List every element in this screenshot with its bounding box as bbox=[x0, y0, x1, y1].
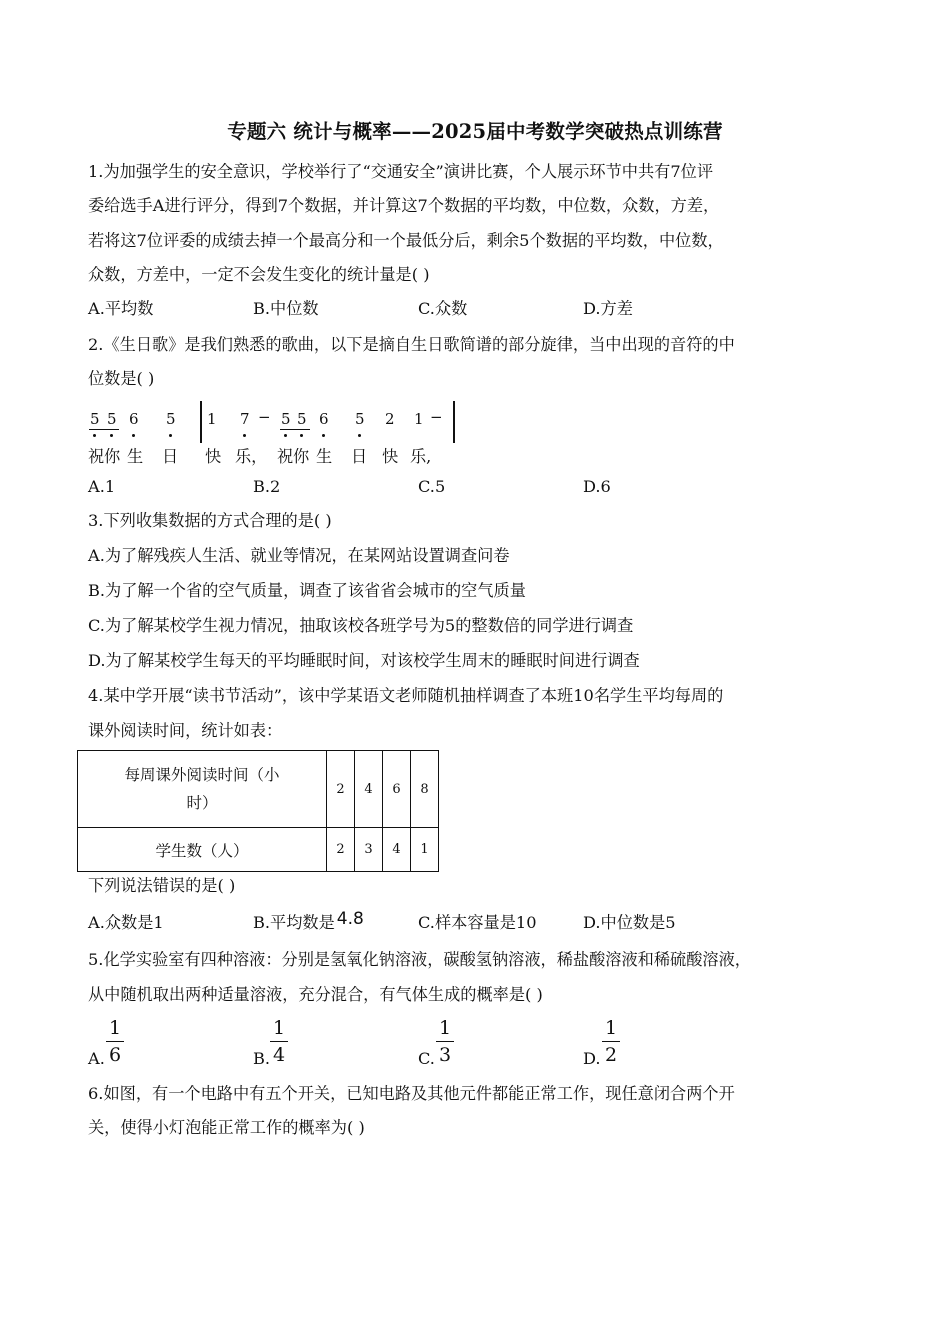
note: 6 bbox=[129, 410, 139, 428]
fraction-bar bbox=[270, 1041, 288, 1042]
lyric: 生 bbox=[127, 447, 144, 466]
q5-option-d: D. bbox=[583, 1049, 601, 1068]
note: 1 bbox=[207, 410, 217, 428]
q4-option-b-value: 4.8 bbox=[336, 909, 364, 929]
q3-option-b: B.为了解一个省的空气质量，调查了该省省会城市的空气质量 bbox=[88, 581, 526, 600]
octave-dot bbox=[110, 434, 113, 437]
q4-line-1: 4.某中学开展“读书节活动”，该中学某语文老师随机抽样调查了本班10名学生平均每周的 bbox=[88, 686, 724, 705]
q1-option-d: D.方差 bbox=[583, 299, 633, 318]
q4-option-b bbox=[253, 909, 364, 934]
q1-option-c: C.众数 bbox=[418, 299, 468, 318]
q3-option-a: A.为了解残疾人生活、就业等情况，在某网站设置调查问卷 bbox=[88, 546, 510, 565]
q1-option-b: B.中位数 bbox=[253, 299, 319, 318]
q5-line-2: 从中随机取出两种适量溶液，充分混合，有气体生成的概率是( ) bbox=[88, 985, 543, 1004]
q6-line-1: 6.如图，有一个电路中有五个开关，已知电路及其他元件都能正常工作，现任意闭合两个开 bbox=[88, 1084, 735, 1103]
q6-line-2: 关，使得小灯泡能正常工作的概率为( ) bbox=[88, 1118, 365, 1137]
numerator: 1 bbox=[108, 1017, 122, 1039]
note: 5 bbox=[355, 410, 365, 428]
lyric: 祝 bbox=[88, 447, 105, 466]
q2-option-c: C.5 bbox=[418, 477, 446, 496]
table-label: 时） bbox=[186, 794, 218, 812]
note: 5 bbox=[107, 410, 117, 428]
numerator: 1 bbox=[438, 1017, 452, 1039]
q3-option-c: C.为了解某校学生视力情况，抽取该校各班学号为5的整数倍的同学进行调查 bbox=[88, 616, 634, 635]
q5-fraction-d bbox=[599, 1018, 623, 1065]
denominator: 3 bbox=[438, 1044, 452, 1066]
lyric: 你 bbox=[293, 447, 310, 466]
table-label: 每周课外阅读时间（小 bbox=[124, 766, 280, 784]
note: 2 bbox=[385, 410, 395, 428]
page-title: 专题六 统计与概率——2025届中考数学突破热点训练营 bbox=[227, 120, 723, 143]
lyric: 乐, bbox=[410, 447, 432, 466]
q5-fraction-c bbox=[433, 1018, 457, 1065]
lyric: 快 bbox=[382, 447, 399, 466]
fraction-bar bbox=[602, 1041, 620, 1042]
q5-option-b: B. bbox=[253, 1049, 271, 1068]
q1-line-1: 1.为加强学生的安全意识，学校举行了“交通安全”演讲比赛，个人展示环节中共有7位评 bbox=[88, 162, 714, 181]
table-cell: 4 bbox=[355, 751, 383, 828]
denominator: 2 bbox=[604, 1044, 618, 1066]
table-cell: 8 bbox=[411, 751, 439, 828]
fraction-bar bbox=[436, 1041, 454, 1042]
octave-dot bbox=[169, 434, 172, 437]
lyric: 快 bbox=[205, 447, 222, 466]
q4-option-b-label: B.平均数是 bbox=[253, 913, 335, 932]
octave-dot bbox=[358, 434, 361, 437]
note: 5 bbox=[297, 410, 307, 428]
denominator: 6 bbox=[108, 1044, 122, 1066]
lyric: 你 bbox=[104, 447, 121, 466]
q2-option-d: D.6 bbox=[583, 477, 611, 496]
note: 1 bbox=[414, 410, 424, 428]
q5-line-1: 5.化学实验室有四种溶液：分别是氢氧化钠溶液，碳酸氢钠溶液，稀盐酸溶液和稀硫酸溶液， bbox=[88, 950, 751, 969]
octave-dot bbox=[132, 434, 135, 437]
q2-option-b: B.2 bbox=[253, 477, 281, 496]
q4-option-d: D.中位数是5 bbox=[583, 913, 676, 932]
table-cell: 2 bbox=[327, 828, 355, 872]
note: 6 bbox=[319, 410, 329, 428]
table-label: 学生数（人） bbox=[78, 828, 327, 872]
note: 7 bbox=[240, 410, 250, 428]
bar-line bbox=[453, 401, 455, 443]
dash: − bbox=[430, 408, 443, 426]
lyric: 祝 bbox=[277, 447, 294, 466]
numerator: 1 bbox=[272, 1017, 286, 1039]
octave-dot bbox=[93, 434, 96, 437]
table-cell: 4 bbox=[383, 828, 411, 872]
note: 5 bbox=[166, 410, 176, 428]
lyric: 乐， bbox=[235, 447, 268, 466]
q5-option-c: C. bbox=[418, 1049, 435, 1068]
note: 5 bbox=[281, 410, 291, 428]
q5-option-a: A. bbox=[88, 1049, 105, 1068]
q2-line-2: 位数是( ) bbox=[88, 369, 155, 388]
q3-option-d: D.为了解某校学生每天的平均睡眠时间，对该校学生周末的睡眠时间进行调查 bbox=[88, 651, 640, 670]
octave-dot bbox=[322, 434, 325, 437]
q3-line-1: 3.下列收集数据的方式合理的是( ) bbox=[88, 511, 332, 530]
q4-option-c: C.样本容量是10 bbox=[418, 913, 537, 932]
eighth-note-underline bbox=[280, 429, 310, 430]
bar-line bbox=[200, 401, 202, 443]
table-cell: 1 bbox=[411, 828, 439, 872]
octave-dot bbox=[243, 434, 246, 437]
lyric: 日 bbox=[351, 447, 368, 466]
q5-fraction-b bbox=[267, 1018, 291, 1065]
octave-dot bbox=[300, 434, 303, 437]
q1-line-4: 众数，方差中，一定不会发生变化的统计量是( ) bbox=[88, 265, 430, 284]
q4-after: 下列说法错误的是( ) bbox=[88, 876, 236, 895]
octave-dot bbox=[284, 434, 287, 437]
note: 5 bbox=[90, 410, 100, 428]
q5-fraction-a bbox=[103, 1018, 127, 1065]
table-header-cell bbox=[78, 751, 327, 828]
q1-line-2: 委给选手A进行评分，得到7个数据，并计算这7个数据的平均数，中位数，众数，方差， bbox=[88, 196, 720, 215]
eighth-note-underline bbox=[89, 429, 119, 430]
table-cell: 6 bbox=[383, 751, 411, 828]
q2-option-a: A.1 bbox=[88, 477, 116, 496]
denominator: 4 bbox=[272, 1044, 286, 1066]
table-cell: 2 bbox=[327, 751, 355, 828]
lyric: 日 bbox=[162, 447, 179, 466]
fraction-bar bbox=[106, 1041, 124, 1042]
q4-option-a: A.众数是1 bbox=[88, 913, 164, 932]
reading-time-table bbox=[77, 750, 439, 872]
numerator: 1 bbox=[604, 1017, 618, 1039]
q1-line-3: 若将这7位评委的成绩去掉一个最高分和一个最低分后，剩余5个数据的平均数，中位数， bbox=[88, 231, 724, 250]
q1-option-a: A.平均数 bbox=[88, 299, 154, 318]
dash: − bbox=[258, 408, 271, 426]
q2-line-1: 2.《生日歌》是我们熟悉的歌曲，以下是摘自生日歌简谱的部分旋律，当中出现的音符的中 bbox=[88, 335, 735, 354]
q4-line-2: 课外阅读时间，统计如表： bbox=[88, 721, 283, 740]
lyric: 生 bbox=[316, 447, 333, 466]
table-cell: 3 bbox=[355, 828, 383, 872]
